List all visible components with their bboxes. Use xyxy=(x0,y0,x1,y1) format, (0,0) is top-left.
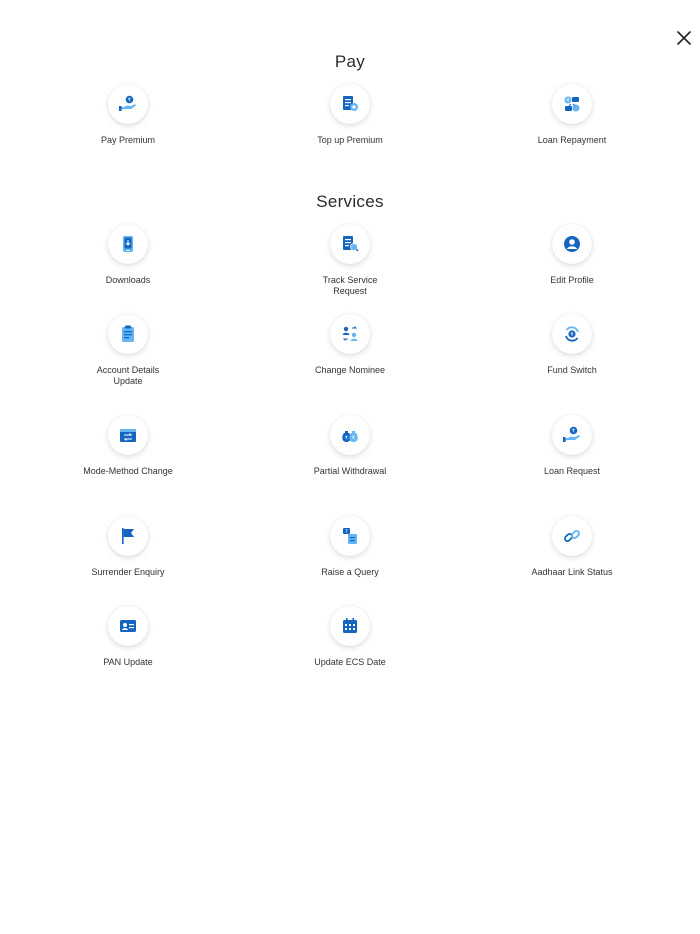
fund-switch-label: Fund Switch xyxy=(547,365,597,375)
mode-method-change-tile[interactable] xyxy=(58,415,198,477)
pan-update-label: PAN Update xyxy=(103,657,153,667)
pay-premium-label: Pay Premium xyxy=(100,135,155,145)
aadhaar-link-status-label: Aadhaar Link Status xyxy=(531,567,613,577)
mode-method-change-label: Mode-Method Change xyxy=(83,466,173,476)
flag-icon xyxy=(118,526,138,546)
account-details-update-icon-circle xyxy=(108,314,148,354)
svg-text:?: ? xyxy=(345,529,348,535)
downloads-tile[interactable] xyxy=(58,224,198,286)
pay-section-title: Pay xyxy=(334,52,366,71)
calendar-swap-icon xyxy=(118,425,138,445)
top-up-premium-label: Top up Premium xyxy=(317,135,383,145)
loan-request-label: Loan Request xyxy=(543,466,601,476)
change-nominee-icon-circle xyxy=(330,314,370,354)
raise-a-query-tile[interactable] xyxy=(280,516,420,578)
change-nominee-label: Change Nominee xyxy=(314,365,386,375)
chat-query-icon xyxy=(340,526,360,546)
aadhaar-link-status-tile[interactable] xyxy=(502,516,642,578)
id-card-icon xyxy=(118,616,138,636)
loan-request-tile[interactable] xyxy=(502,415,642,477)
track-service-request-tile[interactable] xyxy=(280,224,420,297)
services-section-title: Services xyxy=(316,192,384,211)
rupee-transfer-icon xyxy=(562,94,582,114)
svg-text:₹: ₹ xyxy=(571,428,576,435)
link-icon xyxy=(562,526,582,546)
refresh-rupee-icon xyxy=(562,324,582,344)
account-details-update-tile[interactable] xyxy=(58,314,198,387)
top-up-premium-tile[interactable] xyxy=(280,84,420,146)
update-ecs-date-icon-circle xyxy=(330,606,370,646)
update-ecs-date-label: Update ECS Date xyxy=(314,657,386,667)
loan-repayment-tile[interactable] xyxy=(502,84,642,146)
pan-update-icon-circle xyxy=(108,606,148,646)
loan-repayment-icon-circle xyxy=(552,84,592,124)
raise-a-query-icon-circle xyxy=(330,516,370,556)
calendar-icon xyxy=(340,616,360,636)
svg-text:₹: ₹ xyxy=(570,332,574,338)
hand-rupee-icon xyxy=(562,425,582,445)
user-circle-icon xyxy=(562,234,582,254)
fund-switch-icon-circle xyxy=(552,314,592,354)
mode-method-change-icon-circle xyxy=(108,415,148,455)
close-button[interactable] xyxy=(673,27,695,49)
update-ecs-date-tile[interactable] xyxy=(280,606,420,668)
clipboard-list-icon xyxy=(118,324,138,344)
change-nominee-tile[interactable] xyxy=(280,314,420,376)
raise-a-query-label: Raise a Query xyxy=(321,567,379,577)
downloads-icon-circle xyxy=(108,224,148,264)
pan-update-tile[interactable] xyxy=(58,606,198,668)
partial-withdrawal-label: Partial Withdrawal xyxy=(313,466,387,476)
surrender-enquiry-icon-circle xyxy=(108,516,148,556)
pay-premium-tile[interactable] xyxy=(58,84,198,146)
edit-profile-tile[interactable] xyxy=(502,224,642,286)
svg-text:₹: ₹ xyxy=(351,435,356,442)
document-search-icon xyxy=(340,234,360,254)
pay-premium-icon-circle xyxy=(108,84,148,124)
loan-request-icon-circle xyxy=(552,415,592,455)
track-service-request-icon-circle xyxy=(330,224,370,264)
loan-repayment-label: Loan Repayment xyxy=(537,135,607,145)
document-plus-icon xyxy=(340,94,360,114)
partial-withdrawal-icon-circle xyxy=(330,415,370,455)
phone-download-icon xyxy=(118,234,138,254)
surrender-enquiry-tile[interactable] xyxy=(58,516,198,578)
edit-profile-label: Edit Profile xyxy=(550,275,594,285)
downloads-label: Downloads xyxy=(105,275,151,285)
top-up-premium-icon-circle xyxy=(330,84,370,124)
money-bags-icon xyxy=(340,425,360,445)
swap-users-icon xyxy=(340,324,360,344)
edit-profile-icon-circle xyxy=(552,224,592,264)
svg-text:₹: ₹ xyxy=(566,98,570,104)
fund-switch-tile[interactable] xyxy=(502,314,642,376)
partial-withdrawal-tile[interactable] xyxy=(280,415,420,477)
svg-text:₹: ₹ xyxy=(127,97,132,104)
surrender-enquiry-label: Surrender Enquiry xyxy=(91,567,165,577)
svg-text:₹: ₹ xyxy=(344,435,349,442)
hand-rupee-icon xyxy=(118,94,138,114)
track-service-request-label: Track Service Request xyxy=(322,275,378,296)
aadhaar-link-status-icon-circle xyxy=(552,516,592,556)
close-icon xyxy=(677,31,691,45)
account-details-update-label: Account Details Update xyxy=(96,365,160,386)
